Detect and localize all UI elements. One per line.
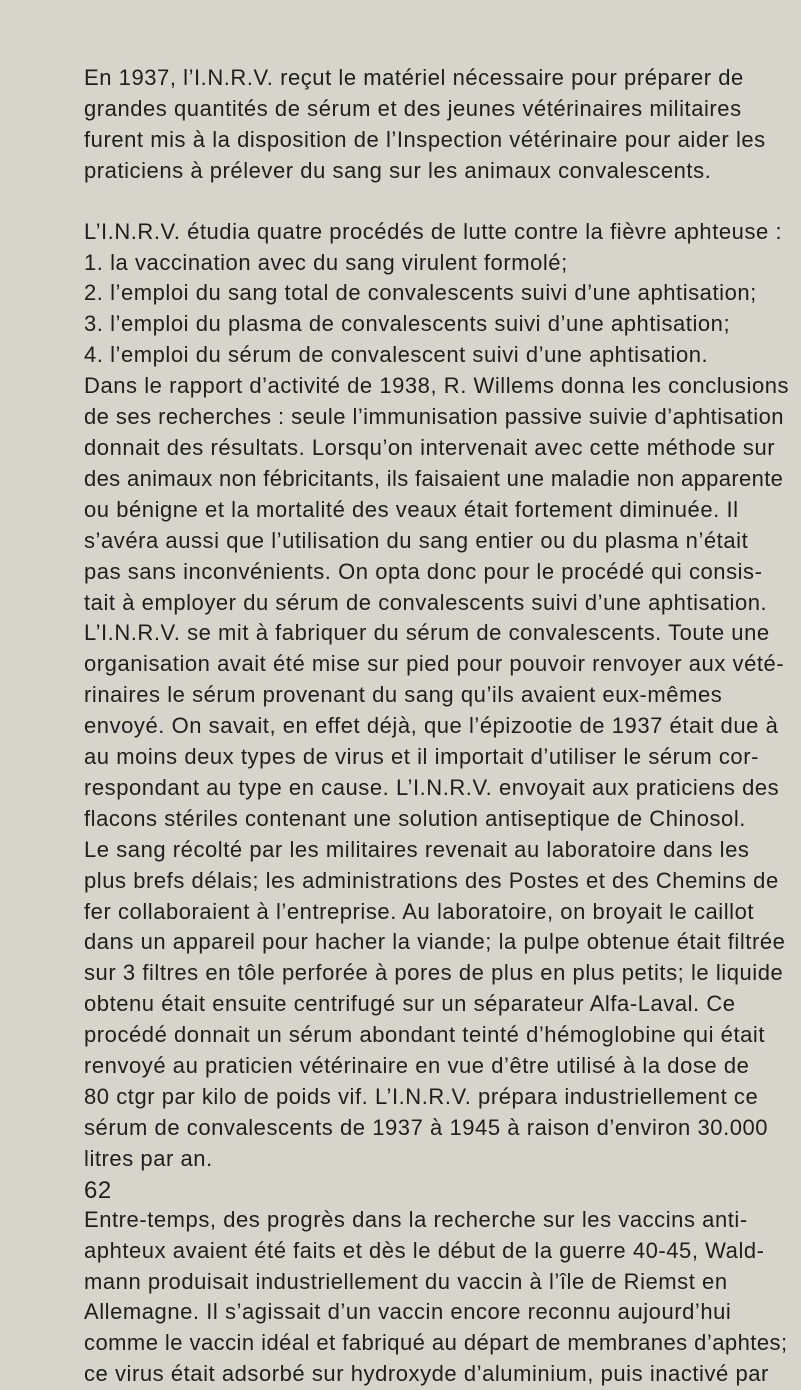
text-body [84, 63, 790, 1390]
paragraph-gap [84, 1175, 771, 1205]
text-line: organisation avait été mise sur pied pour pouvoir renvoyer aux vété- [84, 651, 785, 677]
paragraph-gap [84, 187, 771, 217]
page-number: 62 [84, 1177, 112, 1204]
paragraph [84, 1205, 788, 1390]
text-line: plus brefs délais; les administrations des Postes et des Chemins de [84, 867, 779, 893]
text-line: Entre-temps, des progrès dans la recherche sur les vaccins anti- [84, 1206, 748, 1232]
text-line: grandes quantités de sérum et des jeunes vétérinaires militaires [84, 95, 742, 121]
text-line: sur 3 filtres en tôle perforée à pores de plus en plus petits; le liquide [84, 960, 784, 986]
text-line: 1. la vaccination avec du sang virulent formolé; [84, 249, 568, 275]
text-line: Le sang récolté par les militaires revenait au laboratoire dans les [84, 836, 750, 862]
text-line: praticiens à prélever du sang sur les animaux convalescents. [84, 157, 712, 183]
paragraph [84, 63, 771, 187]
text-line: 2. l’emploi du sang total de convalescents suivi d’une aphtisation; [84, 280, 757, 306]
text-line: aphteux avaient été faits et dès le début de la guerre 40-45, Wald- [84, 1237, 765, 1263]
text-line: rinaires le sérum provenant du sang qu’ils avaient eux-mêmes [84, 682, 723, 708]
text-line: renvoyé au praticien vétérinaire en vue d’être utilisé à la dose de [84, 1053, 750, 1079]
paragraph [84, 217, 790, 1175]
text-line: au moins deux types de virus et il importait d’utiliser le sérum cor- [84, 744, 759, 770]
text-line: ce virus était adsorbé sur hydroxyde d’aluminium, puis inactivé par [84, 1361, 769, 1387]
text-line: 4. l’emploi du sérum de convalescent suivi d’une aphtisation. [84, 342, 709, 368]
text-line: mann produisait industriellement du vaccin à l’île de Riemst en [84, 1268, 728, 1294]
text-line: tait à employer du sérum de convalescents suivi d’une aphtisation. [84, 589, 768, 615]
text-line: dans un appareil pour hacher la viande; la pulpe obtenue était filtrée [84, 929, 786, 955]
text-line: 80 ctgr par kilo de poids vif. L’I.N.R.V. prépara industriellement ce [84, 1084, 759, 1109]
text-line: envoyé. On savait, en effet déjà, que l’épizootie de 1937 était due à [84, 713, 779, 739]
text-line: Allemagne. Il s’agissait d’un vaccin encore reconnu aujourd’hui [84, 1299, 732, 1325]
text-line: L’I.N.R.V. étudia quatre procédés de lutte contre la fièvre aphteuse : [84, 218, 783, 244]
text-line: fer collaboraient à l’entreprise. Au laboratoire, on broyait le caillot [84, 898, 755, 924]
text-line: 3. l’emploi du plasma de convalescents suivi d’une aphtisation; [84, 311, 731, 337]
text-line: des animaux non fébricitants, ils faisaient une maladie non apparente [84, 465, 784, 491]
text-line: sérum de convalescents de 1937 à 1945 à raison d’environ 30.000 [84, 1114, 769, 1140]
text-line: pas sans inconvénients. On opta donc pour le procédé qui consis- [84, 558, 763, 584]
text-line: de ses recherches : seule l’immunisation passive suivie d’aphtisation [84, 404, 784, 430]
text-line: procédé donnait un sérum abondant teinté d’hémoglobine qui était [84, 1022, 765, 1048]
text-line: comme le vaccin idéal et fabriqué au départ de membranes d’aphtes; [84, 1330, 788, 1356]
text-line: litres par an. [84, 1145, 213, 1171]
text-line: s’avéra aussi que l’utilisation du sang entier ou du plasma n’était [84, 527, 749, 553]
text-line: respondant au type en cause. L’I.N.R.V. envoyait aux praticiens des [84, 774, 780, 800]
text-line: obtenu était ensuite centrifugé sur un séparateur Alfa-Laval. Ce [84, 991, 736, 1017]
text-line: Dans le rapport d’activité de 1938, R. Willems donna les conclusions [84, 373, 790, 399]
text-line: L’I.N.R.V. se mit à fabriquer du sérum de convalescents. Toute une [84, 620, 770, 646]
text-line: donnait des résultats. Lorsqu’on intervenait avec cette méthode sur [84, 434, 776, 460]
text-line: furent mis à la disposition de l’Inspection vétérinaire pour aider les [84, 126, 766, 152]
text-line: ou bénigne et la mortalité des veaux était fortement diminuée. Il [84, 496, 739, 522]
text-line: flacons stériles contenant une solution antiseptique de Chinosol. [84, 805, 746, 831]
text-line: En 1937, l’I.N.R.V. reçut le matériel nécessaire pour préparer de [84, 65, 744, 90]
